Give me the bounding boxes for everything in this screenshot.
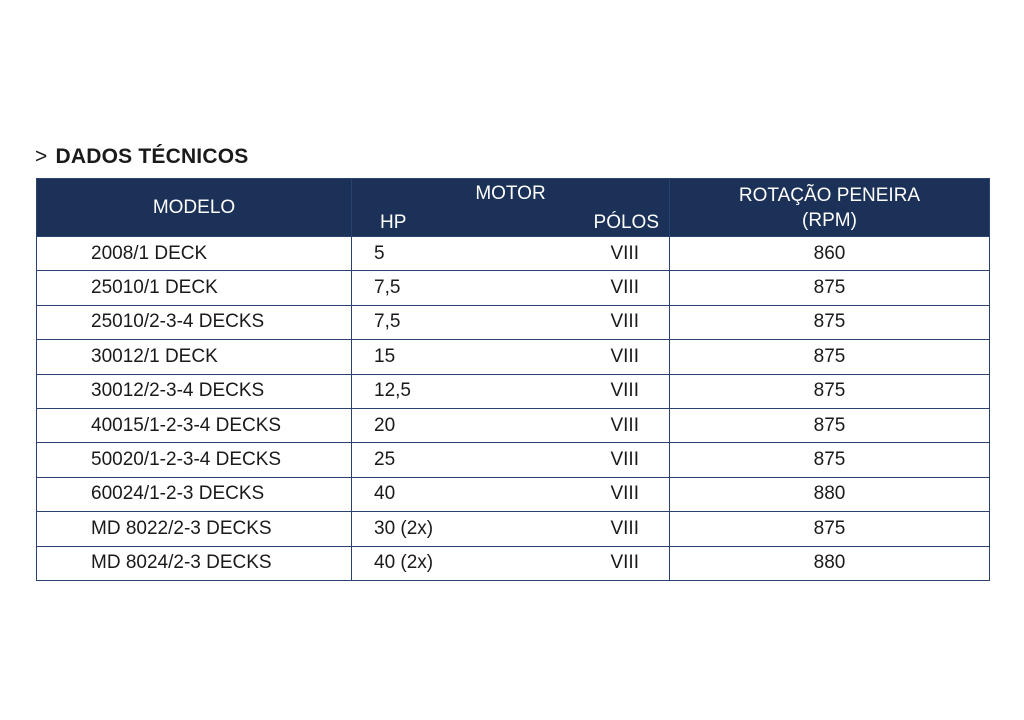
table-row [37, 374, 990, 408]
hp-cell: 7,5 [352, 305, 512, 339]
model-cell: 40015/1-2-3-4 DECKS [37, 408, 352, 442]
table-row [37, 546, 990, 580]
poles-cell: VIII [512, 340, 670, 374]
table-row [37, 512, 990, 546]
poles-cell: VIII [512, 374, 670, 408]
table-row [37, 271, 990, 305]
rpm-cell: 875 [670, 340, 990, 374]
table-body [37, 237, 990, 581]
hp-cell: 5 [352, 237, 512, 271]
poles-cell: VIII [512, 443, 670, 477]
hp-cell: 15 [352, 340, 512, 374]
poles-cell: VIII [512, 512, 670, 546]
model-cell: MD 8022/2-3 DECKS [37, 512, 352, 546]
rpm-cell: 875 [670, 271, 990, 305]
model-cell: 60024/1-2-3 DECKS [37, 477, 352, 511]
table-row [37, 340, 990, 374]
model-cell: 2008/1 DECK [37, 237, 352, 271]
rpm-cell: 880 [670, 477, 990, 511]
hp-cell: 7,5 [352, 271, 512, 305]
table-row [37, 408, 990, 442]
rpm-cell: 875 [670, 305, 990, 339]
model-cell: MD 8024/2-3 DECKS [37, 546, 352, 580]
section-prefix-chevron: > [35, 145, 48, 168]
model-cell: 30012/1 DECK [37, 340, 352, 374]
poles-cell: VIII [512, 546, 670, 580]
table-row [37, 305, 990, 339]
hp-cell: 20 [352, 408, 512, 442]
hp-cell: 40 (2x) [352, 546, 512, 580]
table-header [37, 179, 990, 237]
table-row [37, 237, 990, 271]
rpm-cell: 875 [670, 512, 990, 546]
poles-cell: VIII [512, 237, 670, 271]
rpm-cell: 875 [670, 443, 990, 477]
hp-cell: 30 (2x) [352, 512, 512, 546]
header-poles: PÓLOS [593, 212, 659, 233]
rpm-cell: 875 [670, 374, 990, 408]
rpm-cell: 880 [670, 546, 990, 580]
header-rpm [670, 179, 990, 237]
table-header-row [37, 179, 990, 237]
technical-data-table [36, 178, 990, 581]
table-row [37, 443, 990, 477]
header-motor [352, 179, 670, 237]
hp-cell: 40 [352, 477, 512, 511]
section-title-text: DADOS TÉCNICOS [55, 145, 249, 168]
poles-cell: VIII [512, 305, 670, 339]
rpm-cell: 875 [670, 408, 990, 442]
section-title [35, 145, 248, 169]
poles-cell: VIII [512, 477, 670, 511]
table-row [37, 477, 990, 511]
header-rpm-line2: (RPM) [802, 209, 857, 231]
hp-cell: 25 [352, 443, 512, 477]
model-cell: 50020/1-2-3-4 DECKS [37, 443, 352, 477]
header-model: MODELO [37, 179, 352, 237]
model-cell: 30012/2-3-4 DECKS [37, 374, 352, 408]
model-cell: 25010/1 DECK [37, 271, 352, 305]
poles-cell: VIII [512, 271, 670, 305]
header-motor-title: MOTOR [475, 183, 546, 204]
rpm-cell: 860 [670, 237, 990, 271]
poles-cell: VIII [512, 408, 670, 442]
header-rpm-line1: ROTAÇÃO PENEIRA [738, 184, 921, 206]
model-cell: 25010/2-3-4 DECKS [37, 305, 352, 339]
header-hp: HP [380, 212, 407, 233]
hp-cell: 12,5 [352, 374, 512, 408]
